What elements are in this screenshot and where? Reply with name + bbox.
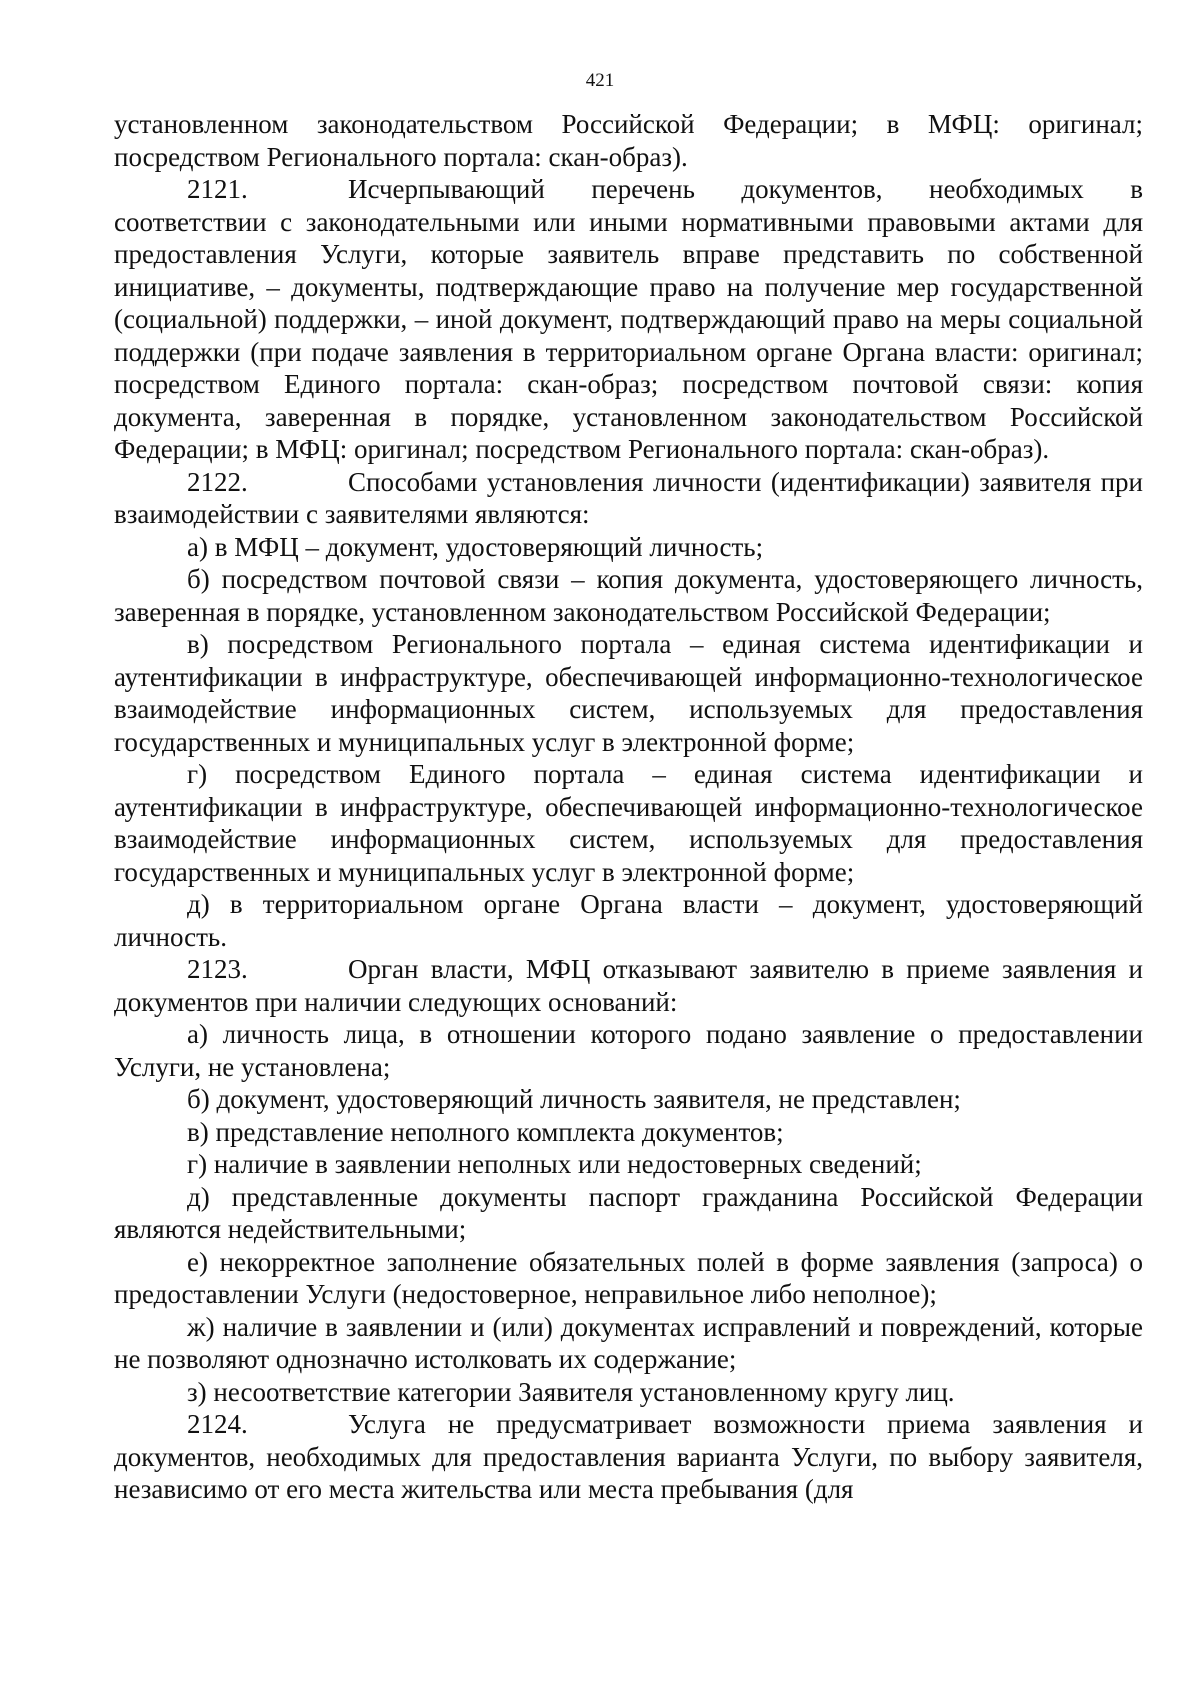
list-item-d	[114, 888, 1143, 953]
clause-2121	[114, 173, 1143, 466]
list-item-text: в) посредством Регионального портала – единая система идентификации и аутентификации в инфраструктуре, обеспечивающей информационно-технологическое взаимодействие информационных систем, используемых для предоставления государственных и муниципальных услуг в электронной форме;	[114, 629, 1143, 757]
list-item-text: б) посредством почтовой связи – копия документа, удостоверяющего личность, заверенная в порядке, установленном законодательством Российской Федерации;	[114, 564, 1143, 627]
list-item-text: в) представление неполного комплекта документов;	[187, 1116, 784, 1147]
clause-2122	[114, 466, 1143, 531]
clause-2124	[114, 1408, 1143, 1506]
list-item-text: е) некорректное заполнение обязательных полей в форме заявления (запроса) о предоставлении Услуги (недостоверное, неправильное либо неполное);	[114, 1246, 1143, 1309]
clause-text: Способами установления личности (идентификации) заявителя при взаимодействии с заявителями являются:	[114, 466, 1143, 529]
list-item-text: г) наличие в заявлении неполных или недостоверных сведений;	[187, 1149, 922, 1179]
clause-2123	[114, 953, 1143, 1018]
list-item-z	[114, 1376, 1143, 1409]
clause-text: Орган власти, МФЦ отказывают заявителю в приеме заявления и документов при наличии следующих оснований:	[114, 954, 1143, 1017]
clause-number: 2121.	[187, 174, 248, 204]
clause-number: 2123.	[187, 954, 248, 984]
clause-text: Услуга не предусматривает возможности приема заявления и документов, необходимых для предоставления варианта Услуги, по выбору заявителя, независимо от его места жительства или места пребывания (для	[114, 1409, 1143, 1504]
paragraph-continuation	[114, 108, 1143, 173]
list-item-text: г) посредством Единого портала – единая система идентификации и аутентификации в инфраструктуре, обеспечивающей информационно-технологическое взаимодействие информационных систем, используемых для предоставления государственных и муниципальных услуг в электронной форме;	[114, 759, 1143, 887]
list-item-b	[114, 563, 1143, 628]
document-body	[114, 108, 1143, 1506]
page-number: 421	[585, 70, 615, 91]
clause-number: 2122.	[187, 466, 248, 497]
list-item-text: з) несоответствие категории Заявителя установленному кругу лиц.	[187, 1376, 955, 1407]
list-item-text: ж) наличие в заявлении и (или) документах исправлений и повреждений, которые не позволяют однозначно истолковать их содержание;	[114, 1311, 1143, 1374]
list-item-text: а) личность лица, в отношении которого подано заявление о предоставлении Услуги, не установлена;	[114, 1019, 1143, 1082]
list-item-text: б) документ, удостоверяющий личность заявителя, не представлен;	[187, 1084, 961, 1114]
list-item-a	[114, 531, 1143, 564]
list-item-zh	[114, 1311, 1143, 1376]
list-item-v	[114, 1116, 1143, 1149]
list-item-b	[114, 1083, 1143, 1116]
list-item-g	[114, 1148, 1143, 1181]
clause-number: 2124.	[187, 1409, 248, 1439]
paragraph-text: установленном законодательством Российской Федерации; в МФЦ: оригинал; посредством Регионального портала: скан-образ).	[114, 109, 1143, 172]
list-item-text: д) представленные документы паспорт гражданина Российской Федерации являются недействительными;	[114, 1181, 1143, 1244]
list-item-a	[114, 1018, 1143, 1083]
list-item-e	[114, 1246, 1143, 1311]
list-item-d	[114, 1181, 1143, 1246]
list-item-text: д) в территориальном органе Органа власти – документ, удостоверяющий личность.	[114, 889, 1143, 952]
clause-text: Исчерпывающий перечень документов, необходимых в соответствии с законодательными или иными нормативными правовыми актами для предоставления Услуги, которые заявитель вправе представить по собственной инициативе, – документы, подтверждающие право на получение мер государственной (социальной) поддержки, – иной документ, подтверждающий право на меры социальной поддержки (при подаче заявления в территориальном органе Органа власти: оригинал; посредством Единого портала: скан-образ; посредством почтовой связи: копия документа, заверенная в порядке, установленном законодательством Российской Федерации; в МФЦ: оригинал; посредством Регионального портала: скан-образ).	[114, 174, 1143, 464]
list-item-g	[114, 758, 1143, 888]
list-item-v	[114, 628, 1143, 758]
list-item-text: а) в МФЦ – документ, удостоверяющий личность;	[187, 531, 764, 562]
